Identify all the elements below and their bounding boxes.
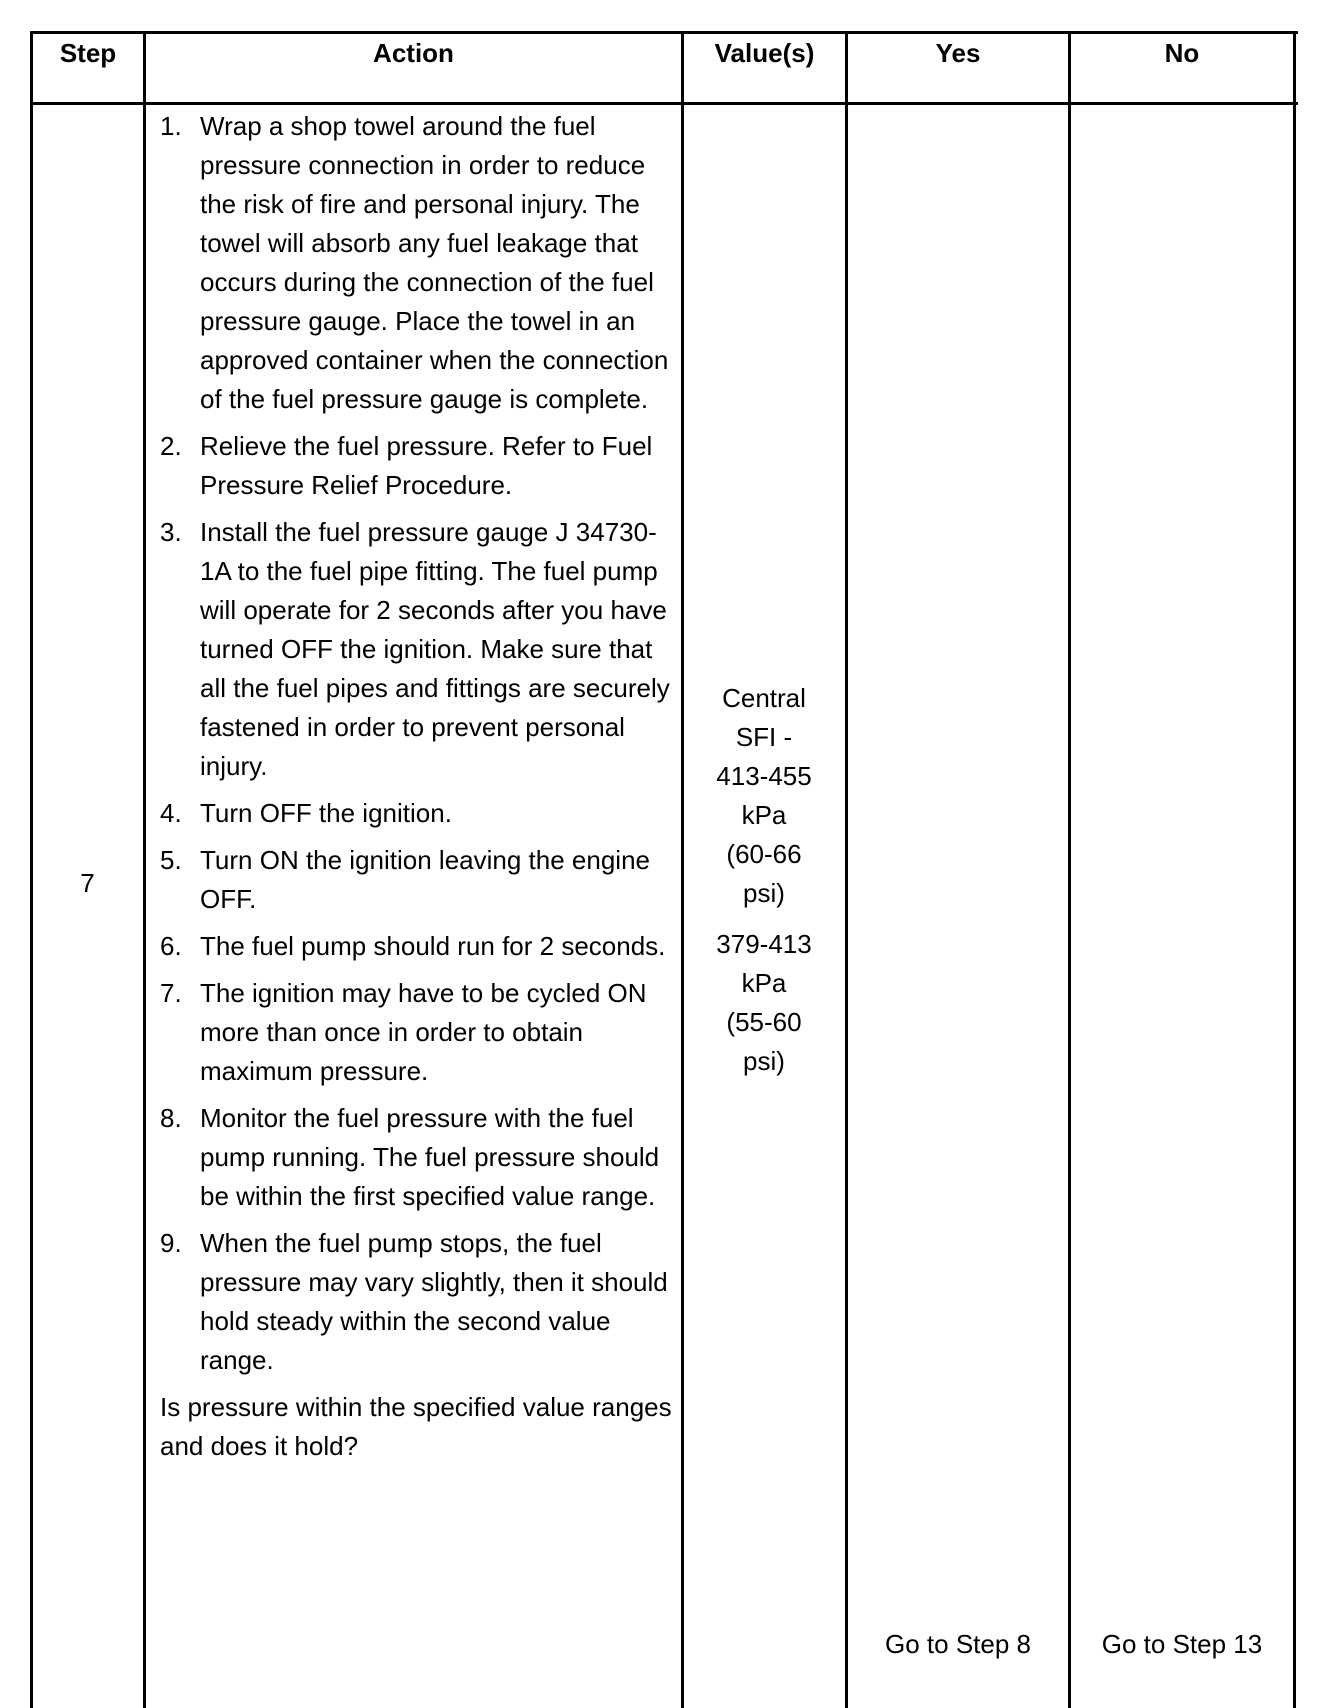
action-item-text: Wrap a shop towel around the fuel pressure connection in order to reduce the risk of fire and personal injury. The towel will absorb any fuel leakage that occurs during the connection of the fuel pressure gauge. Place the towel in an approved container when the connection of the fuel pressure gauge is complete. [200,111,669,414]
column-divider-values-yes [845,31,848,1708]
action-item-number: 7. [160,978,182,1008]
values-cell [684,679,844,1081]
action-item-number: 1. [160,111,182,141]
action-item-number: 6. [160,931,182,961]
column-divider-step-action [143,31,146,1708]
action-item-number: 4. [160,798,182,828]
action-item-text: Monitor the fuel pressure with the fuel pump running. The fuel pressure should be within the first specified value range. [200,1103,660,1211]
action-cell [160,107,680,1466]
action-item-text: Turn ON the ignition leaving the engine OFF. [200,845,650,914]
yes-outcome: Go to Step 8 [885,1629,1031,1659]
action-item [160,1224,680,1380]
action-item [160,1099,680,1216]
value-line: SFI - [735,722,793,752]
action-item [160,427,680,505]
value-line: psi) [743,878,785,908]
header-yes: Yes [935,38,981,68]
header-step: Step [59,38,117,68]
table-right-border [1293,31,1296,1708]
action-item-number: 9. [160,1228,182,1258]
action-item [160,794,680,833]
action-item [160,974,680,1091]
step-number: 7 [80,868,95,898]
no-outcome: Go to Step 13 [1101,1629,1263,1659]
action-item [160,927,680,966]
values-block-secondary [684,925,844,1081]
value-line: Central [722,683,806,713]
action-item-text: Turn OFF the ignition. [200,798,452,828]
value-line: kPa [741,968,787,998]
action-item-text: The fuel pump should run for 2 seconds. [200,931,666,961]
value-line: (60-66 [726,839,802,869]
action-item-number: 8. [160,1103,182,1133]
value-line: psi) [743,1046,785,1076]
column-divider-yes-no [1068,31,1071,1708]
header-action: Action [373,38,454,68]
action-item-number: 2. [160,431,182,461]
header-values: Value(s) [714,38,815,68]
action-item-text: Relieve the fuel pressure. Refer to Fuel Pressure Relief Procedure. [200,431,653,500]
value-line: (55-60 [726,1007,802,1037]
value-line: kPa [741,800,787,830]
action-item [160,513,680,786]
action-item-text: Install the fuel pressure gauge J 34730-1A to the fuel pipe fitting. The fuel pump will operate for 2 seconds after you have turned OFF the ignition. Make sure that all the fuel pipes and fittings are securely fastened in order to prevent personal injury. [200,517,670,781]
action-item-text: The ignition may have to be cycled ON more than once in order to obtain maximum pressure. [200,978,647,1086]
action-item-number: 5. [160,845,182,875]
header-no: No [1164,38,1200,68]
action-item [160,107,680,419]
action-item [160,841,680,919]
values-block-primary [684,679,844,913]
value-line: 413-455 [716,761,812,791]
action-question: Is pressure within the specified value ranges and does it hold? [160,1392,672,1461]
action-item-number: 3. [160,517,182,547]
value-line: 379-413 [716,929,812,959]
action-item-text: When the fuel pump stops, the fuel pressure may vary slightly, then it should hold steady within the second value range. [200,1228,668,1375]
